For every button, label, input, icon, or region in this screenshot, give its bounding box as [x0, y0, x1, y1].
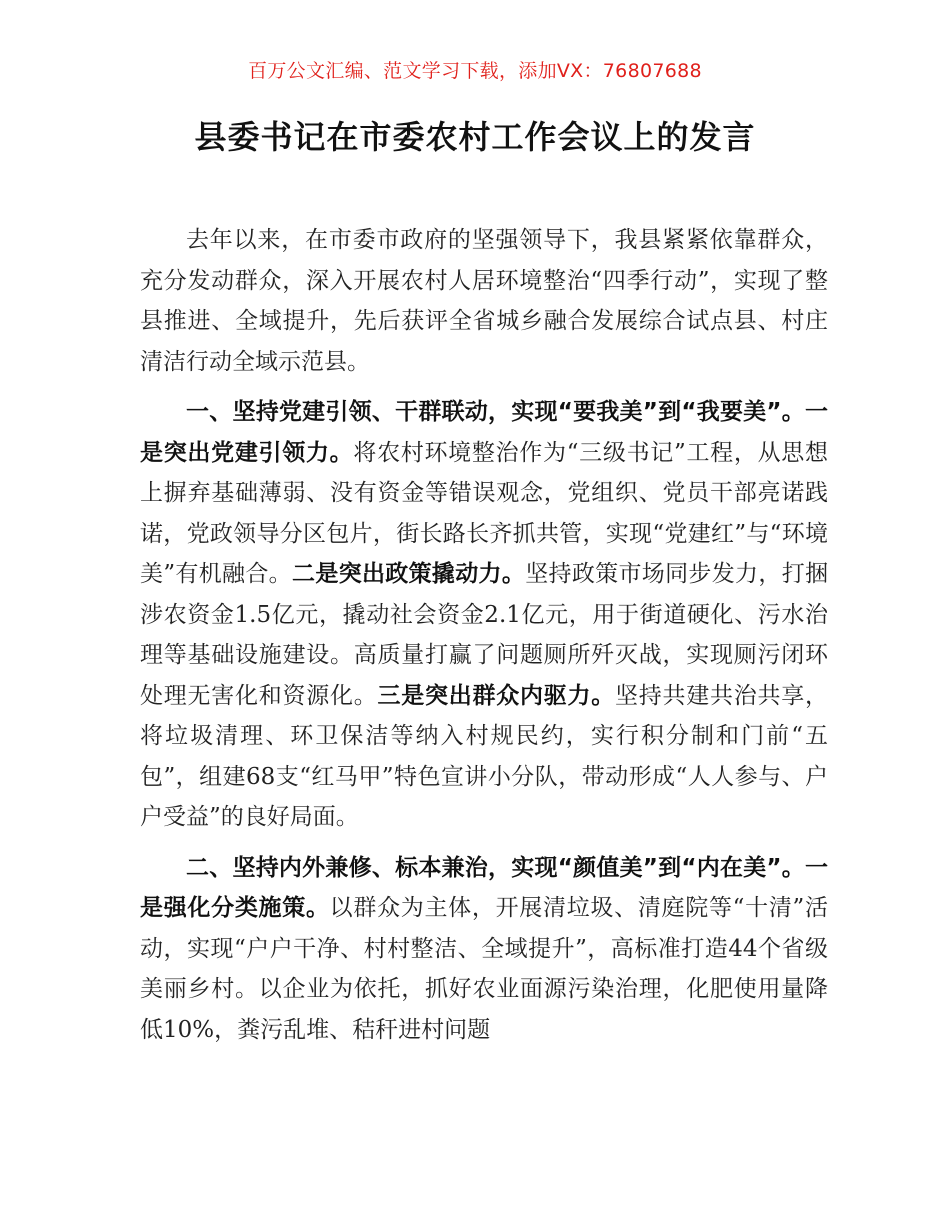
paragraph-text: 坚持共建共治共享，将垃圾清理、环卫保洁等纳入村规民约，实行积分制和门前“五包”，组建68支“红马甲”特色宣讲小分队，带动形成“人人参与、户户受益”的良好局面。 — [140, 682, 828, 830]
subpoint-heading: 一是强化分类施策。 — [140, 854, 828, 921]
subpoint-heading: 一是突出党建引领力。 — [140, 399, 828, 466]
paragraph-text: 将农村环境整治作为“三级书记”工程，从思想上摒弃基础薄弱、没有资金等错误观念，党组织、党员干部亮诺践诺，党政领导分区包片，街长路长齐抓共管，实现“党建红”与“环境美”有机融合。 — [140, 439, 828, 587]
subpoint-heading: 三是突出群众内驱力。 — [377, 682, 615, 709]
section-heading: 二、坚持内外兼修、标本兼治，实现“颜值美”到“内在美”。 — [186, 854, 805, 881]
document-body — [140, 220, 828, 1060]
paragraph-text: 坚持政策市场同步发力，打捆涉农资金1.5亿元，撬动社会资金2.1亿元，用于街道硬化、污水治理等基础设施建设。高质量打赢了问题厕所歼灭战，实现厕污闭环处理无害化和资源化。 — [140, 561, 829, 709]
paragraph-section-two — [140, 848, 828, 1051]
paragraph-section-one — [140, 392, 828, 838]
watermark-text: 百万公文汇编、范文学习下载，添加VX：76807688 — [248, 60, 702, 82]
paragraph-text: 去年以来，在市委市政府的坚强领导下，我县紧紧依靠群众，充分发动群众，深入开展农村人居环境整治“四季行动”，实现了整县推进、全域提升，先后获评全省城乡融合发展综合试点县、村庄清洁行动全域示范县。 — [140, 227, 828, 375]
paragraph-intro — [140, 220, 828, 382]
page-title: 县委书记在市委农村工作会议上的发言 — [194, 118, 756, 156]
subpoint-heading: 二是突出政策撬动力。 — [292, 561, 526, 587]
section-heading: 一、坚持党建引领、干群联动，实现“要我美”到“我要美”。 — [186, 399, 805, 425]
paragraph-text: 以群众为主体，开展清垃圾、清庭院等“十清”活动，实现“户户干净、村村整洁、全域提升”，高标准打造44个省级美丽乡村。以企业为依托，抓好农业面源污染治理，化肥使用量降低10%，粪污乱堆、秸秆进村问题 — [140, 895, 828, 1043]
